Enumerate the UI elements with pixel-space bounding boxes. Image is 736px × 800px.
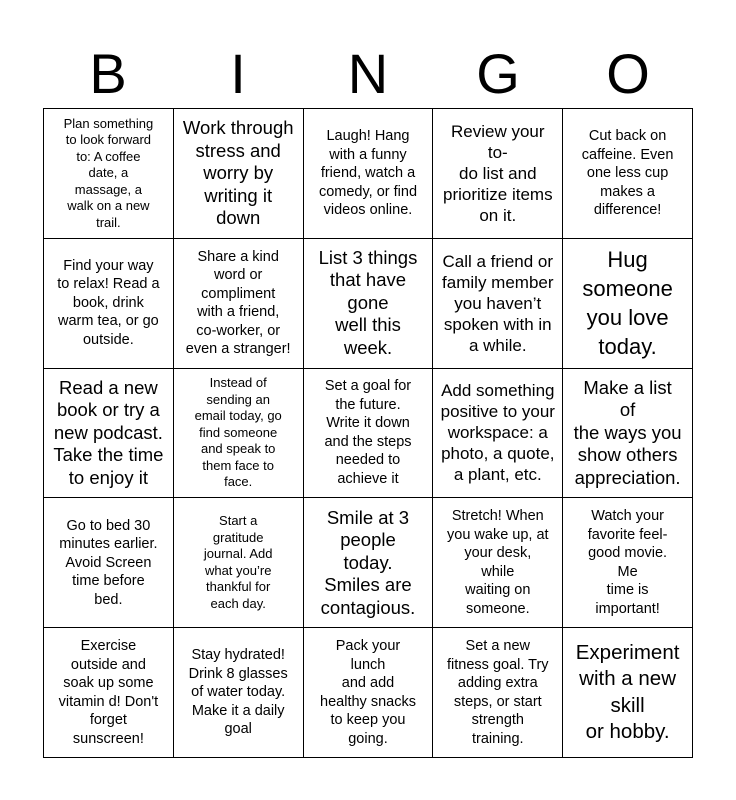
cell-text: Stay hydrated! Drink 8 glasses of water today. Make it a daily goal [188, 647, 288, 738]
cell-text: Pack your lunch and add healthy snacks to keep you going. [320, 638, 416, 747]
cell-text: Read a new book or try a new podcast. Take the time to enjoy it [53, 376, 164, 488]
cell-text: Instead of sending an email today, go find someone and speak to them face to face. [194, 375, 282, 490]
bingo-cell-r2-c5[interactable] [563, 239, 693, 369]
cell-text: Start a gratitude journal. Add what you’re thankful for each day. [203, 513, 273, 611]
header-letter-n: N [347, 42, 389, 105]
bingo-cell-r5-c2[interactable] [174, 628, 304, 758]
bingo-cell-r4-c5[interactable] [563, 498, 693, 628]
bingo-cell-r4-c2[interactable] [174, 498, 304, 628]
cell-text: Work through stress and worry by writing it down [182, 117, 294, 229]
bingo-cell-r2-c2[interactable] [174, 239, 304, 369]
cell-text: Plan something to look forward to: A coffee date, a massage, a walk on a new trail. [63, 115, 154, 230]
cell-text: Stretch! When you wake up, at your desk, while waiting on someone. [447, 508, 549, 617]
bingo-cell-r5-c4[interactable] [433, 628, 563, 758]
cell-text: Set a new fitness goal. Try adding extra steps, or start strength training. [447, 638, 549, 747]
bingo-cell-r3-c4[interactable] [433, 369, 563, 499]
cell-text: List 3 things that have gone well this week. [318, 246, 418, 358]
bingo-cell-r5-c1[interactable] [44, 628, 174, 758]
cell-text: Review your to- do list and prioritize items on it. [442, 121, 553, 225]
bingo-cell-r1-c4[interactable] [433, 109, 563, 239]
bingo-header [43, 40, 693, 108]
cell-text: Make a list of the ways you show others appreciation. [573, 376, 682, 488]
bingo-cell-r2-c3[interactable] [304, 239, 434, 369]
bingo-cell-r1-c2[interactable] [174, 109, 304, 239]
cell-text: Call a friend or family member you haven’t spoken with in a while. [442, 251, 554, 355]
bingo-cell-r2-c4[interactable] [433, 239, 563, 369]
bingo-cell-r4-c3[interactable] [304, 498, 434, 628]
bingo-cell-r3-c1[interactable] [44, 369, 174, 499]
bingo-cell-r3-c3[interactable] [304, 369, 434, 499]
bingo-cell-r3-c2[interactable] [174, 369, 304, 499]
bingo-cell-r5-c3[interactable] [304, 628, 434, 758]
bingo-cell-r4-c4[interactable] [433, 498, 563, 628]
cell-text: Watch your favorite feel- good movie. Me time is important! [587, 508, 668, 617]
cell-text: Add something positive to your workspace: a photo, a quote, a plant, etc. [440, 381, 555, 485]
cell-text: Exercise outside and soak up some vitamin d! Don't forget sunscreen! [58, 638, 159, 747]
header-letter-b: B [89, 42, 127, 105]
cell-text: Hug someone you love today. [582, 247, 673, 360]
bingo-cell-r1-c5[interactable] [563, 109, 693, 239]
bingo-cell-r1-c3[interactable] [304, 109, 434, 239]
bingo-board [43, 108, 693, 758]
bingo-cell-r5-c5[interactable] [563, 628, 693, 758]
header-letter-o: O [606, 42, 650, 105]
cell-text: Set a goal for the future. Write it down and the steps needed to achieve it [324, 378, 412, 487]
cell-text: Cut back on caffeine. Even one less cup makes a difference! [581, 128, 674, 219]
cell-text: Smile at 3 people today. Smiles are contagious. [320, 506, 416, 618]
cell-text: Laugh! Hang with a funny friend, watch a comedy, or find videos online. [318, 128, 418, 219]
cell-text: Experiment with a new skill or hobby. [575, 640, 680, 744]
cell-text: Share a kind word or compliment with a friend, co-worker, or even a stranger! [185, 248, 291, 358]
bingo-cell-r2-c1[interactable] [44, 239, 174, 369]
bingo-cell-r4-c1[interactable] [44, 498, 174, 628]
header-letter-g: G [476, 42, 520, 105]
bingo-cell-r1-c1[interactable] [44, 109, 174, 239]
bingo-cell-r3-c5[interactable] [563, 369, 693, 499]
cell-text: Go to bed 30 minutes earlier. Avoid Screen time before bed. [59, 517, 158, 608]
header-letter-i: I [230, 42, 246, 105]
cell-text: Find your way to relax! Read a book, drink warm tea, or go outside. [57, 257, 160, 348]
